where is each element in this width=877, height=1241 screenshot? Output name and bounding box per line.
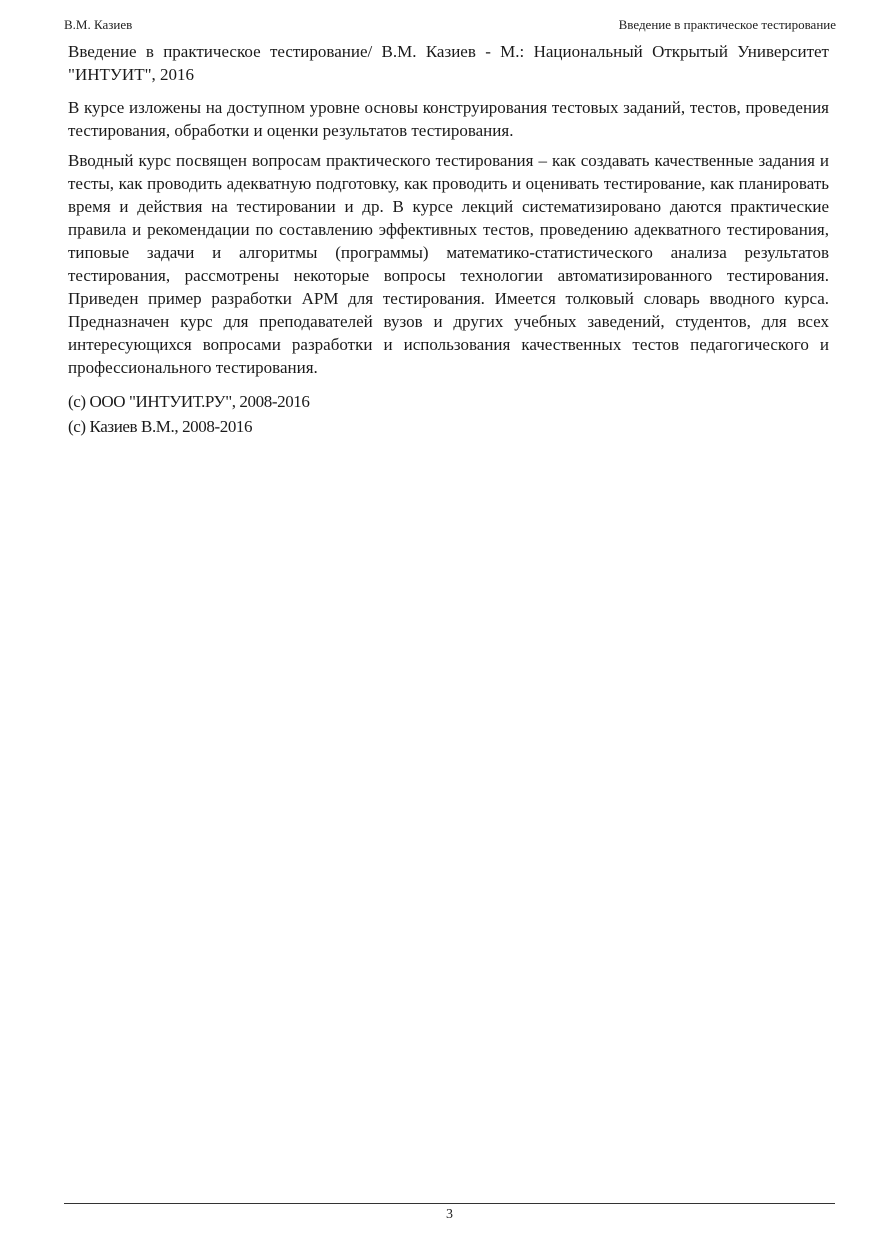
abstract-paragraph-2: Вводный курс посвящен вопросам практического тестирования – как создавать качественные задания и тесты, как проводить адекватную подготовку, как проводить и оценивать тестирование, как планировать время и действия на тестировании и др. В курсе лекций систематизировано даются практические правила и рекомендации по составлению эффективных тестов, проведению адекватного тестирования, типовые задачи и алгоритмы (программы) математико-статистического анализа результатов тестирования, рассмотрены некоторые вопросы технологии автоматизированного тестирования. Приведен пример разработки АРМ для тестирования. Имеется толковый словарь вводного курса. Предназначен курс для преподавателей вузов и других учебных заведений, студентов, для всех интересующихся вопросами разработки и использования качественных тестов педагогического и профессионального тестирования. <box>68 151 829 377</box>
bibliographic-citation: Введение в практическое тестирование/ В.М. Казиев - М.: Национальный Открытый Университет "ИНТУИТ", 2016 <box>68 42 829 84</box>
abstract-paragraph-1: В курсе изложены на доступном уровне основы конструирования тестовых заданий, тестов, проведения тестирования, обработки и оценки результатов тестирования. <box>68 98 829 140</box>
header-author: В.М. Казиев <box>64 17 133 32</box>
running-header <box>64 16 836 34</box>
footer-divider <box>64 1203 835 1204</box>
copyright-line-author: (c) Казиев В.М., 2008-2016 <box>68 417 253 436</box>
header-title: Введение в практическое тестирование <box>618 17 836 32</box>
copyright-line-publisher: (c) ООО "ИНТУИТ.РУ", 2008-2016 <box>68 392 310 411</box>
page-content <box>68 40 829 439</box>
page-number: 3 <box>446 1207 453 1222</box>
